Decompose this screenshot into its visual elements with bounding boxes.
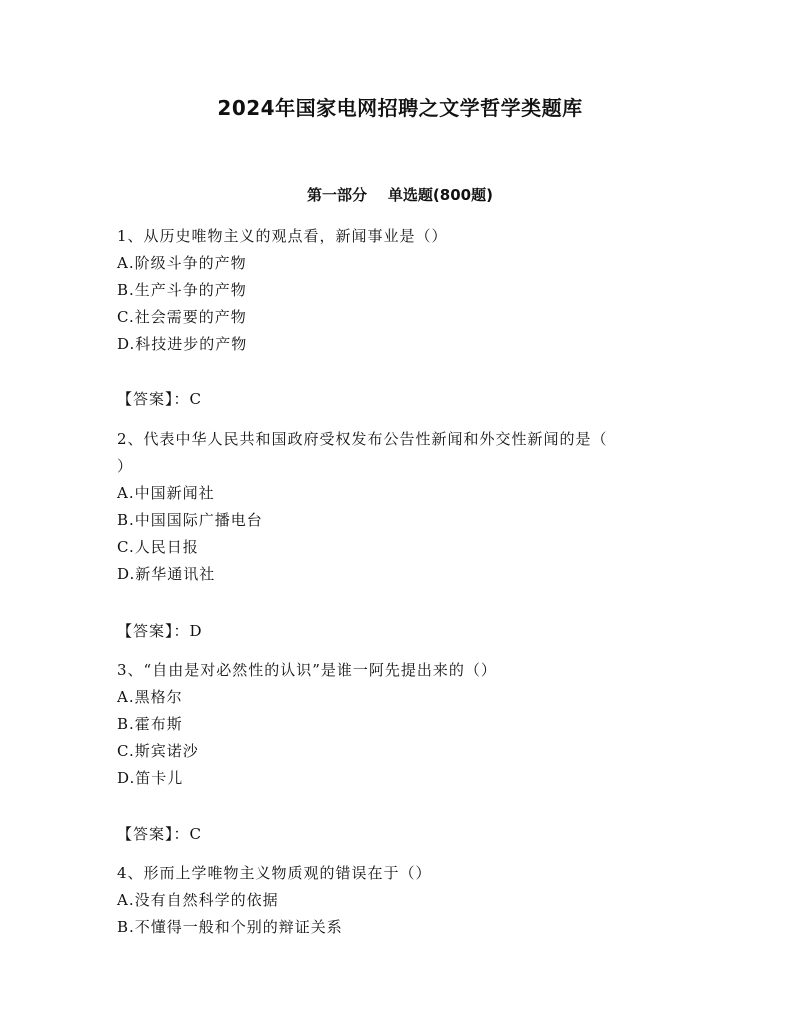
question-option: B.不懂得一般和个别的辩证关系	[117, 918, 343, 936]
question-option: A.阶级斗争的产物	[117, 254, 247, 272]
question-option: D.科技进步的产物	[117, 335, 248, 353]
question-stem: 1、从历史唯物主义的观点看，新闻事业是（）	[117, 227, 448, 245]
question-option: A.黑格尔	[117, 688, 183, 706]
question-option: A.没有自然科学的依据	[117, 891, 279, 909]
question-option: D.笛卡儿	[117, 769, 184, 787]
question-stem-continued: ）	[117, 457, 134, 475]
question-option: C.社会需要的产物	[117, 308, 247, 326]
question-stem: 4、形而上学唯物主义物质观的错误在于（）	[117, 864, 432, 882]
question-option: D.新华通讯社	[117, 565, 216, 583]
document-title: 2024年国家电网招聘之文学哲学类题库	[217, 96, 583, 120]
answer-line: 【答案】：C	[117, 390, 202, 408]
question-stem: 2、代表中华人民共和国政府受权发布公告性新闻和外交性新闻的是（	[117, 430, 608, 448]
answer-line: 【答案】：C	[117, 825, 202, 843]
question-option: C.斯宾诺沙	[117, 742, 199, 760]
question-option: B.霍布斯	[117, 715, 183, 733]
question-option: A.中国新闻社	[117, 484, 215, 502]
section-title: 第一部分 单选题(800题)	[307, 186, 493, 204]
question-stem: 3、“自由是对必然性的认识”是谁一阿先提出来的（）	[117, 661, 497, 679]
question-option: B.中国国际广播电台	[117, 511, 263, 529]
answer-line: 【答案】：D	[117, 622, 203, 640]
question-option: C.人民日报	[117, 538, 199, 556]
question-option: B.生产斗争的产物	[117, 281, 247, 299]
